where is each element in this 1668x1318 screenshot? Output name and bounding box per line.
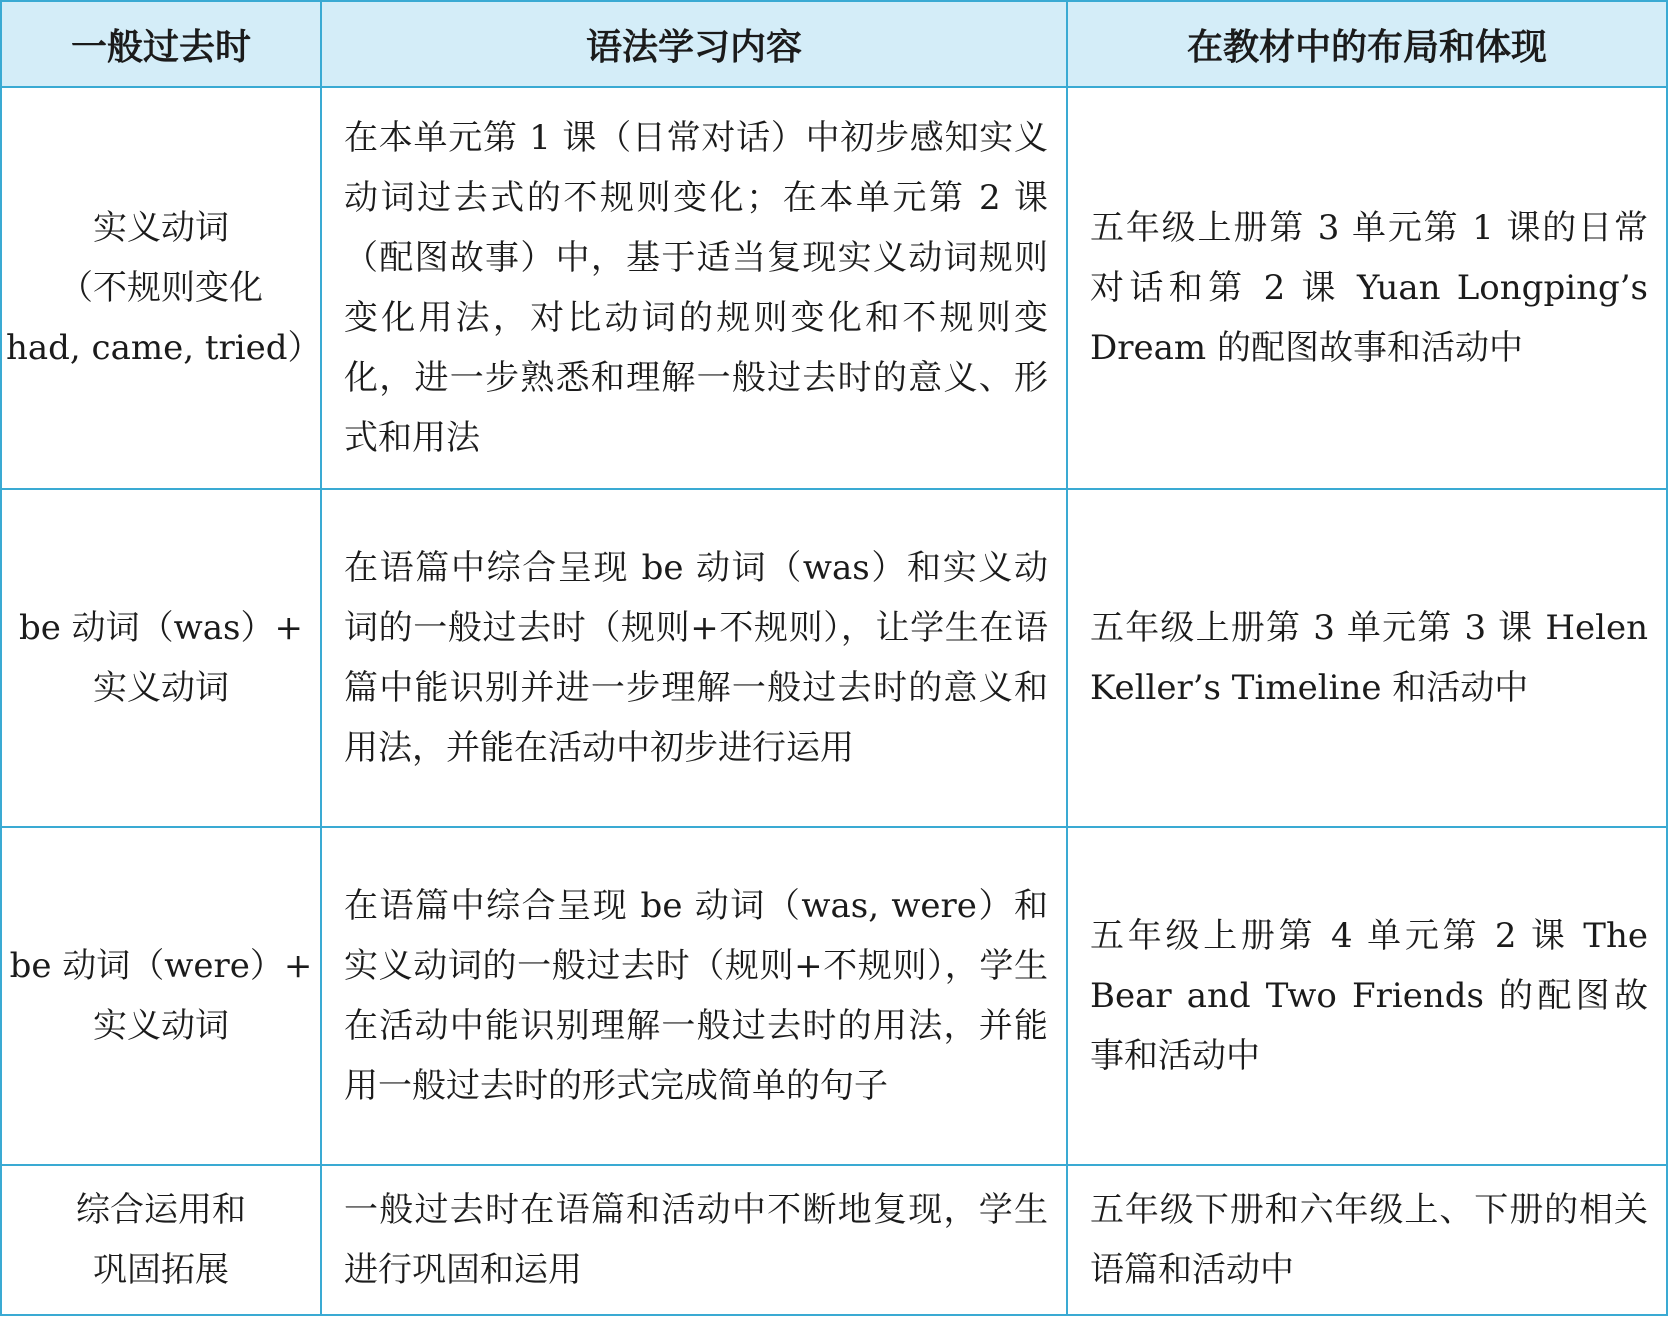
header-tense: 一般过去时	[1, 1, 321, 87]
content-cell: 一般过去时在语篇和活动中不断地复现，学生进行巩固和运用	[321, 1165, 1067, 1315]
table-header-row	[1, 1, 1667, 87]
content-cell: 在语篇中综合呈现 be 动词（was, were）和实义动词的一般过去时（规则+不规则），学生在活动中能识别理解一般过去时的用法，并能用一般过去时的形式完成简单的句子	[321, 827, 1067, 1165]
table-row	[1, 1165, 1667, 1315]
content-cell: 在本单元第 1 课（日常对话）中初步感知实义动词过去式的不规则变化；在本单元第 2 课（配图故事）中，基于适当复现实义动词规则变化用法，对比动词的规则变化和不规则变化，进一步熟悉和理解一般过去时的意义、形式和用法	[321, 87, 1067, 489]
tense-form-text: be 动词（was）+ 实义动词	[18, 607, 303, 708]
textbook-cell: 五年级上册第 3 单元第 3 课 Helen Keller’s Timeline 和活动中	[1067, 489, 1667, 827]
header-content: 语法学习内容	[321, 1, 1067, 87]
tense-form-cell	[1, 827, 321, 1165]
content-cell: 在语篇中综合呈现 be 动词（was）和实义动词的一般过去时（规则+不规则），让学生在语篇中能识别并进一步理解一般过去时的意义和用法，并能在活动中初步进行运用	[321, 489, 1067, 827]
tense-form-cell	[1, 87, 321, 489]
textbook-cell: 五年级下册和六年级上、下册的相关语篇和活动中	[1067, 1165, 1667, 1315]
tense-form-text: be 动词（were）+ 实义动词	[9, 945, 313, 1046]
tense-form-text: 综合运用和 巩固拓展	[76, 1189, 246, 1290]
table-row	[1, 87, 1667, 489]
textbook-cell: 五年级上册第 4 单元第 2 课 The Bear and Two Friends 的配图故事和活动中	[1067, 827, 1667, 1165]
table-row	[1, 827, 1667, 1165]
tense-form-text: 实义动词 （不规则变化 had, came, tried）	[6, 207, 322, 368]
textbook-cell: 五年级上册第 3 单元第 1 课的日常对话和第 2 课 Yuan Longping’s Dream 的配图故事和活动中	[1067, 87, 1667, 489]
table-row	[1, 489, 1667, 827]
tense-form-cell	[1, 1165, 321, 1315]
header-textbook: 在教材中的布局和体现	[1067, 1, 1667, 87]
tense-form-cell	[1, 489, 321, 827]
